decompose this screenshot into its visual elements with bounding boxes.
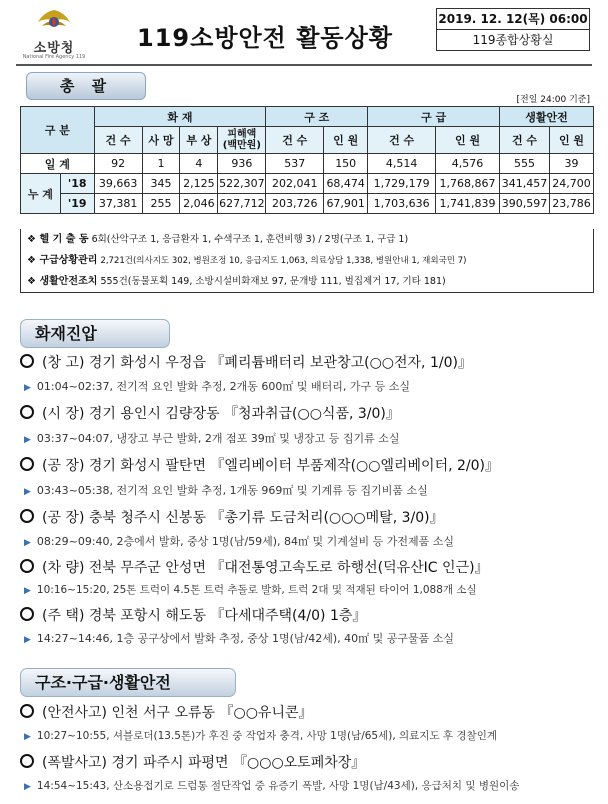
row-label: '18 [60, 174, 94, 194]
agency-logo [16, 6, 92, 64]
info-line-helicopter [21, 229, 593, 250]
info-text: 555건(동물포획 149, 소방시설비화재보 97, 문개방 111, 벌집제거 17, 기타 181) [100, 276, 446, 287]
table-cell: 23,786 [549, 194, 593, 214]
table-cell: 1,729,179 [368, 174, 436, 194]
cumulative-label: 누 계 [21, 174, 61, 214]
agency-sub: National Fire Agency 119 [22, 54, 86, 60]
triangle-bullet-icon: ▶ [24, 635, 31, 645]
row-label: 일 계 [21, 154, 95, 174]
rescue-detail [24, 778, 519, 793]
info-text: 6회(산악구조 1, 응급환자 1, 수색구조 1, 훈련비행 3) / 2명(구조 1, 구급 1) [91, 234, 409, 245]
fire-item [20, 507, 444, 527]
triangle-bullet-icon: ▶ [24, 732, 31, 742]
fire-item-title: (공 장) 충북 청주시 신봉동 『총기류 도금처리(○○○메탈, 3/0)』 [42, 510, 444, 526]
fire-item [20, 557, 489, 577]
table-cell: 341,457 [500, 174, 550, 194]
fire-item [20, 455, 499, 475]
table-cell: 2,125 [180, 174, 218, 194]
fire-detail-text: 01:04~02:37, 전기적 요인 발화 추정, 2개동 600㎡ 및 배터리, 가구 등 소실 [36, 380, 411, 393]
table-cell: 1,703,636 [368, 194, 436, 214]
page-title: 119소방안전 활동상황 [137, 24, 393, 52]
table-row [21, 154, 594, 174]
rescue-item [20, 702, 313, 722]
bullet-circle-icon [20, 354, 34, 368]
group-fire: 화 재 [94, 107, 266, 127]
table-cell: 39 [549, 154, 593, 174]
fire-item [20, 605, 366, 625]
subcol: 건 수 [500, 127, 550, 154]
table-cell: 202,041 [266, 174, 324, 194]
bullet-circle-icon [20, 509, 34, 523]
col-group-label: 구 분 [21, 107, 95, 154]
group-safety: 생활안전 [500, 107, 594, 127]
report-office: 119종합상황실 [472, 33, 554, 47]
summary-heading: 총 괄 [26, 72, 146, 100]
fire-heading: 화재진압 [20, 319, 170, 348]
subcol: 부 상 [180, 127, 218, 154]
table-cell: 1,741,839 [436, 194, 500, 214]
bullet-circle-icon [20, 704, 34, 718]
table-row [21, 194, 594, 214]
info-box [20, 229, 594, 293]
bullet-circle-icon [20, 607, 34, 621]
triangle-bullet-icon: ▶ [24, 782, 31, 792]
subcol: 인 원 [324, 127, 368, 154]
rescue-detail-text: 14:54~15:43, 산소용접기로 드럼통 절단작업 중 유증기 폭발, 사망 1명(남/43세), 응급처치 및 병원이송 [36, 780, 520, 792]
table-cell: 37,381 [94, 194, 142, 214]
triangle-bullet-icon: ▶ [24, 586, 31, 596]
agency-name: 소방청 [33, 41, 75, 56]
table-cell: 345 [142, 174, 180, 194]
info-key: ❖ 구급상황관리 [27, 255, 98, 266]
subcol: 건 수 [94, 127, 142, 154]
table-cell: 39,663 [94, 174, 142, 194]
fire-detail-text: 10:16~15:20, 25톤 트럭이 4.5톤 트럭 추돌로 발화, 트럭 2대 및 적재된 타이어 1,088개 소실 [36, 584, 477, 596]
table-cell: 255 [142, 194, 180, 214]
table-cell: 1 [142, 154, 180, 174]
table-cell: 555 [500, 154, 550, 174]
fire-detail [24, 482, 428, 498]
bullet-circle-icon [20, 457, 34, 471]
fire-detail-text: 14:27~14:46, 1층 공구상에서 발화 추정, 중상 1명(남/42세), 40㎡ 및 공구물품 소실 [36, 632, 455, 645]
group-ems: 구 급 [368, 107, 500, 127]
table-cell: 522,307 [218, 174, 266, 194]
fire-detail-text: 03:43~05:38, 전기적 요인 발화 추정, 1개동 969㎡ 및 기계류 등 집기비품 소실 [36, 484, 428, 497]
group-rescue: 구 조 [266, 107, 368, 127]
rescue-item [20, 752, 365, 772]
bullet-circle-icon [20, 405, 34, 419]
table-cell: 390,597 [500, 194, 550, 214]
rescue-heading: 구조·구급·생활안전 [20, 668, 236, 697]
header-divider [16, 64, 592, 66]
fire-detail [24, 533, 454, 549]
table-cell: 150 [324, 154, 368, 174]
rescue-item-title: (안전사고) 인천 서구 오류동 『○○유니콘』 [42, 705, 313, 721]
table-cell: 203,726 [266, 194, 324, 214]
table-row [21, 174, 594, 194]
info-line-safety [21, 271, 593, 292]
table-cell: 67,901 [324, 194, 368, 214]
fire-detail [24, 630, 454, 646]
table-cell: 1,768,867 [436, 174, 500, 194]
table-cell: 2,046 [180, 194, 218, 214]
bullet-circle-icon [20, 559, 34, 573]
table-cell: 936 [218, 154, 266, 174]
info-text: 2,721건(의사지도 302, 병원조정 10, 응급지도 1,063, 의료상담 1,338, 병원안내 1, 재외국민 7) [100, 256, 467, 266]
triangle-bullet-icon: ▶ [24, 383, 31, 393]
fire-agency-emblem-icon [34, 8, 74, 36]
fire-item-title: (창 고) 경기 화성시 우정읍 『폐리튬배터리 보관창고(○○전자, 1/0)』 [42, 355, 472, 371]
fire-item [20, 403, 400, 423]
table-cell: 537 [266, 154, 324, 174]
rescue-detail-text: 10:27~10:55, 셔블로더(13.5톤)가 후진 중 작업자 충격, 사망 1명(남/65세), 의료지도 후 경찰인계 [36, 730, 497, 742]
info-key: ❖ 생활안전조치 [27, 276, 98, 287]
subcol: 건 수 [368, 127, 436, 154]
table-cell: 4 [180, 154, 218, 174]
bullet-circle-icon [20, 754, 34, 768]
fire-detail [24, 430, 400, 446]
rescue-item-title: (폭발사고) 경기 파주시 파평면 『○○○오토페차장』 [42, 755, 366, 771]
info-key: ❖ 헬 기 출 동 [27, 234, 89, 245]
report-date: 2019. 12. 12(목) 06:00 [437, 9, 589, 30]
info-line-ems [21, 250, 593, 271]
table-cell: 4,514 [368, 154, 436, 174]
date-box [436, 8, 590, 51]
table-cell: 92 [94, 154, 142, 174]
table-cell: 4,576 [436, 154, 500, 174]
fire-detail [24, 582, 477, 597]
fire-detail-text: 08:29~09:40, 2층에서 발화, 중상 1명(남/59세), 84㎡ 및 기계설비 등 가전제품 소실 [36, 535, 455, 548]
fire-item-title: (주 택) 경북 포항시 해도동 『다세대주택(4/0) 1층』 [42, 608, 367, 624]
fire-detail-text: 03:37~04:07, 냉장고 부근 발화, 2개 점포 39㎡ 및 냉장고 등 집기류 소실 [36, 432, 400, 445]
fire-item-title: (시 장) 경기 용인시 김량장동 『청과취급(○○식품, 3/0)』 [42, 406, 400, 422]
summary-table [20, 106, 594, 214]
subcol: 사 망 [142, 127, 180, 154]
fire-item-title: (공 장) 경기 화성시 팔탄면 『엘리베이터 부품제작(○○엘리베이터, 2/0)』 [42, 458, 499, 474]
fire-detail [24, 378, 410, 394]
table-cell: 24,700 [549, 174, 593, 194]
fire-item [20, 352, 472, 372]
subcol: 피해액 (백만원) [218, 127, 266, 154]
subcol: 인 원 [436, 127, 500, 154]
triangle-bullet-icon: ▶ [24, 487, 31, 497]
table-cell: 627,712 [218, 194, 266, 214]
triangle-bullet-icon: ▶ [24, 435, 31, 445]
basis-note: [전일 24:00 기준] [516, 95, 590, 105]
table-cell: 68,474 [324, 174, 368, 194]
triangle-bullet-icon: ▶ [24, 538, 31, 548]
row-label: '19 [60, 194, 94, 214]
fire-item-title: (차 량) 전북 무주군 안성면 『대전통영고속도로 하행선(덕유산IC 인근)』 [42, 560, 489, 576]
subcol: 인 원 [549, 127, 593, 154]
subcol: 건 수 [266, 127, 324, 154]
rescue-detail [24, 728, 497, 743]
